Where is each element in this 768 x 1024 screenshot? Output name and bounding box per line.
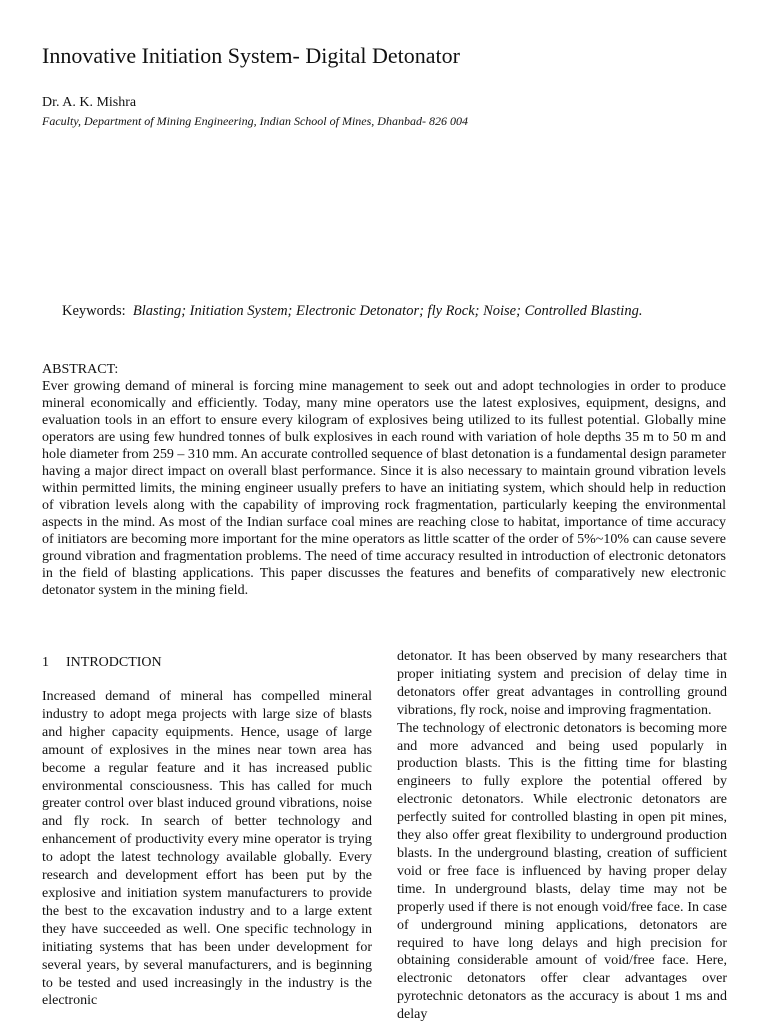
- intro-paragraph-3: The technology of electronic detonators is becoming more and more advanced and being used popularly in production blasts. This is the fitting time for blasting engineers to fully explore the potential offered by electronic detonators. While electronic detonators are perfectly suited for controlled blasting in open pit mines, they also offer great flexibility to underground production blasts. In the underground blasting, creation of sufficient void or free face is influenced by having proper delay time. In underground blasts, delay time may not be properly used if there is not enough void/free face. In case of underground mining applications, detonators are required to have long delays and high precision for obtaining considerable amount of void/free face. Here, electronic detonators offer clear advantages over pyrotechnic detonators as the accuracy is about 1 ms and delay: [397, 720, 727, 1023]
- intro-paragraph-1: Increased demand of mineral has compelled mineral industry to adopt mega projects with large size of blasts and higher capacity equipments. Hence, usage of large amount of explosives in the mines near town area has become a regular feature and it has increased public environmental consciousness. This has called for much greater control over blast induced ground vibrations, noise and fly rock. In search of better technology and enhancement of productivity every mine operator is trying to adopt the latest technology available globally. Every research and development effort has been put by the explosive and initiation system manufacturers to provide the best to the excavation industry and to a large extent they have succeeded as well. One specific technology in initiating systems that has been under development for several years, by several manufacturers, and is beginning to be tested and used increasingly in the industry is the electronic: [42, 689, 372, 1009]
- author-name: Dr. A. K. Mishra: [42, 95, 137, 110]
- keywords-line: [62, 302, 642, 320]
- intro-paragraph-2: detonator. It has been observed by many researchers that proper initiating system and precision of delay time in detonators offer great advantages in controlling ground vibrations, fly rock, noise and improving fragmentation.: [397, 649, 727, 718]
- abstract-label: ABSTRACT:: [42, 362, 119, 377]
- abstract-body: Ever growing demand of mineral is forcing mine management to seek out and adopt technologies in order to produce mineral economically and efficiently. Today, many mine operators use the latest explosives, equipment, designs, and evaluation tools in an effort to ensure every kilogram of explosives being utilized to its fullest potential. Globally mine operators are using few hundred tonnes of bulk explosives in each round with variation of hole depths 35 m to 50 m and hole diameter from 259 – 310 mm. An accurate controlled sequence of blast detonation is a fundamental design parameter having a major direct impact on overall blast performance. Since it is also necessary to maintain ground vibration levels within permitted limits, the mining engineer usually prefers to have an initiating system, which should help in reduction of vibration levels along with the capability of improving rock fragmentation, particularly keeping the environmental aspects in the mind. As most of the Indian surface coal mines are reaching close to habitat, importance of time accuracy of initiators are becoming more important for the mine operators as little scatter of the order of 5%~10% can cause severe ground vibration and fragmentation problems. The need of time accuracy resulted in introduction of electronic detonators in the field of blasting applications. This paper discusses the features and benefits of comparatively new electronic detonator system in the mining field.: [42, 379, 726, 598]
- section-heading: [42, 654, 372, 672]
- author-affiliation: Faculty, Department of Mining Engineering, Indian School of Mines, Dhanbad- 826 004: [42, 114, 468, 128]
- left-column: [42, 654, 372, 1010]
- keywords-label: Keywords:: [62, 303, 126, 319]
- paper-title: Innovative Initiation System- Digital Detonator: [42, 43, 460, 68]
- section-number: 1: [42, 655, 49, 670]
- section-title: INTRODCTION: [66, 655, 162, 670]
- right-column: [397, 648, 727, 1024]
- abstract-section: [42, 361, 726, 599]
- keywords-list: Blasting; Initiation System; Electronic Detonator; fly Rock; Noise; Controlled Blasting.: [132, 303, 643, 319]
